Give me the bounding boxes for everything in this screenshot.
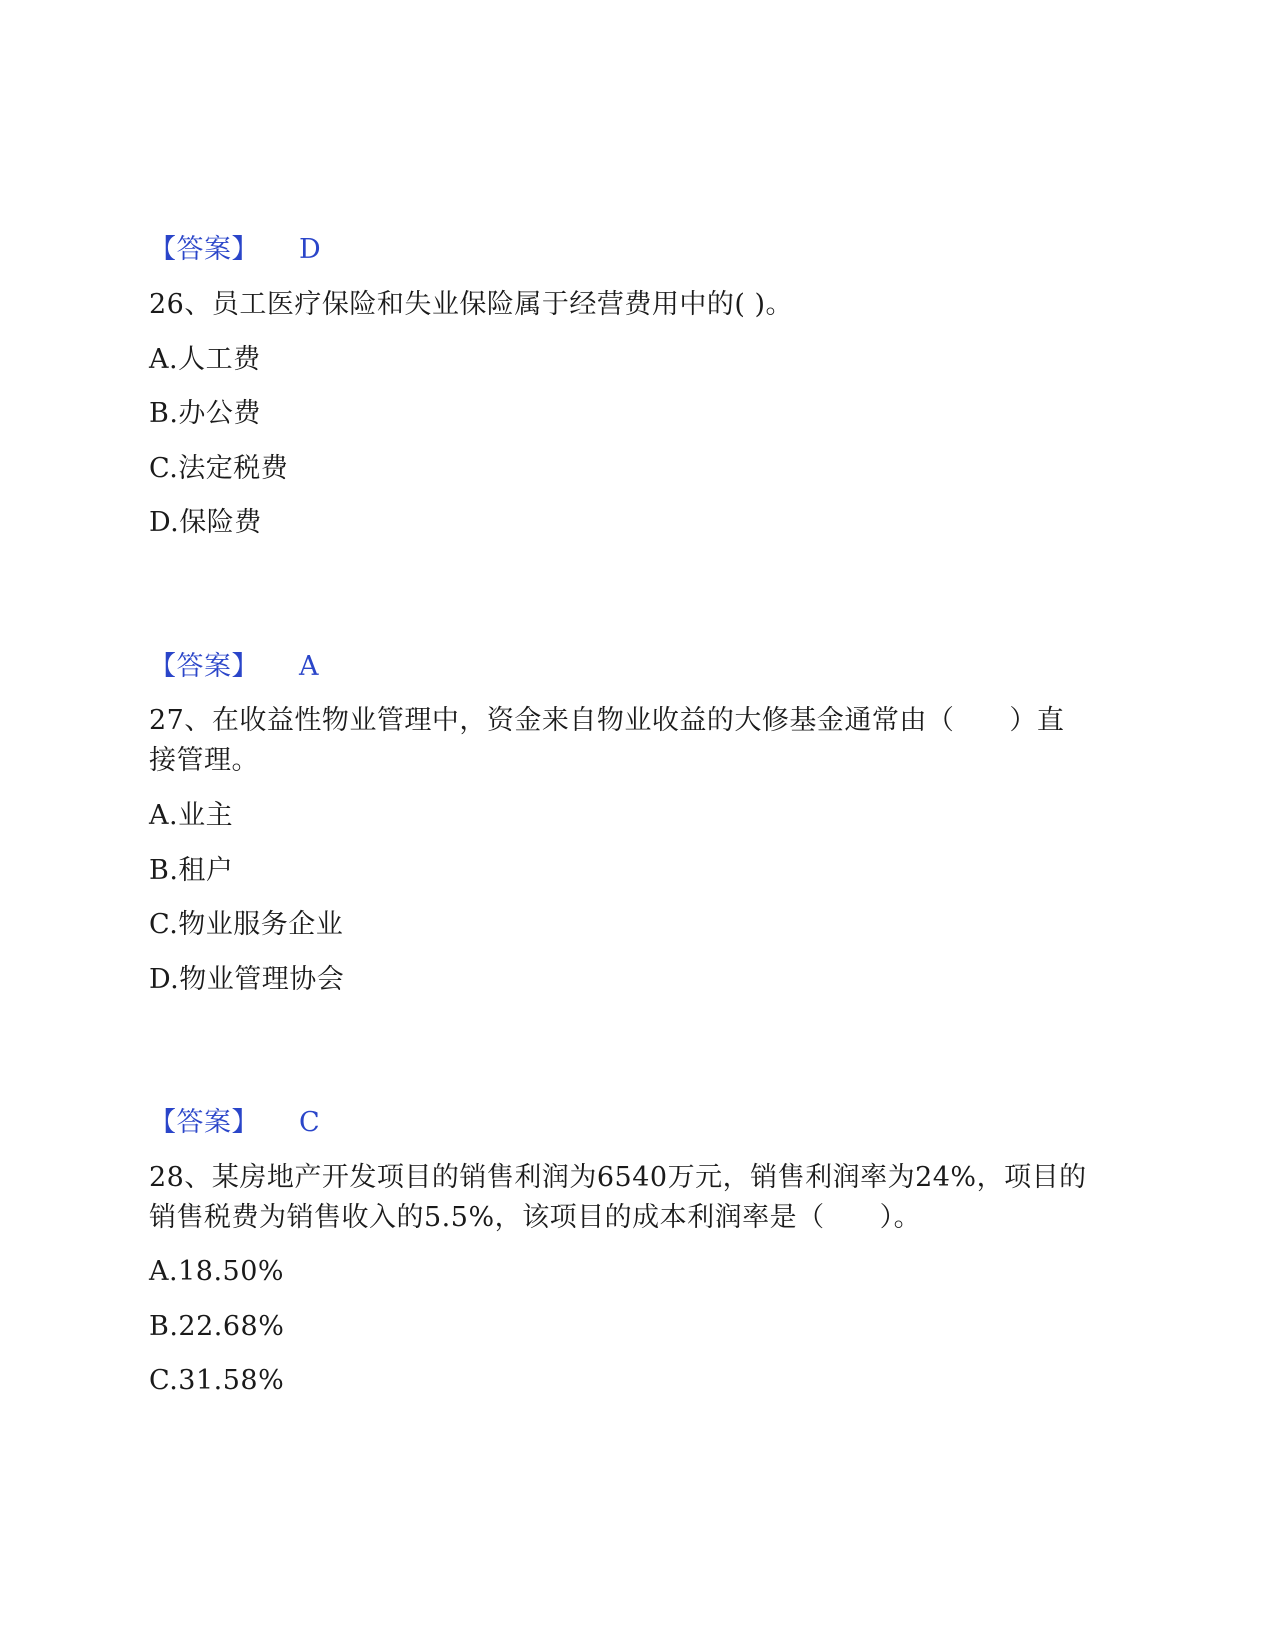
option-d: D.物业管理协会 — [149, 964, 345, 995]
question-text: 27、在收益性物业管理中，资金来自物业收益的大修基金通常由（ ）直 — [149, 705, 1065, 736]
answer-line — [149, 1106, 320, 1140]
answer-value: D — [299, 234, 322, 265]
option-b: B.办公费 — [149, 398, 261, 429]
option-a: A.人工费 — [149, 344, 261, 375]
answer-value: A — [299, 651, 319, 682]
option-b: B.22.68% — [149, 1311, 285, 1342]
option-d: D.保险费 — [149, 507, 262, 538]
option-c: C.法定税费 — [149, 453, 289, 484]
question-text: 28、某房地产开发项目的销售利润为6540万元，销售利润率为24%，项目的 — [149, 1162, 1087, 1193]
question-text: 26、员工医疗保险和失业保险属于经营费用中的( )。 — [149, 289, 794, 320]
question-text-continued: 接管理。 — [149, 745, 259, 776]
answer-value: C — [299, 1107, 321, 1138]
answer-line — [149, 233, 321, 267]
answer-line — [149, 650, 319, 684]
answer-label: 【答案】 — [149, 1107, 259, 1138]
option-b: B.租户 — [149, 855, 234, 886]
question-text-continued: 销售税费为销售收入的5.5%，该项目的成本利润率是（ ）。 — [149, 1202, 922, 1233]
option-c: C.31.58% — [149, 1365, 285, 1396]
answer-label: 【答案】 — [149, 651, 259, 682]
option-c: C.物业服务企业 — [149, 909, 344, 940]
answer-label: 【答案】 — [149, 234, 259, 265]
option-a: A.18.50% — [149, 1256, 285, 1287]
option-a: A.业主 — [149, 800, 234, 831]
